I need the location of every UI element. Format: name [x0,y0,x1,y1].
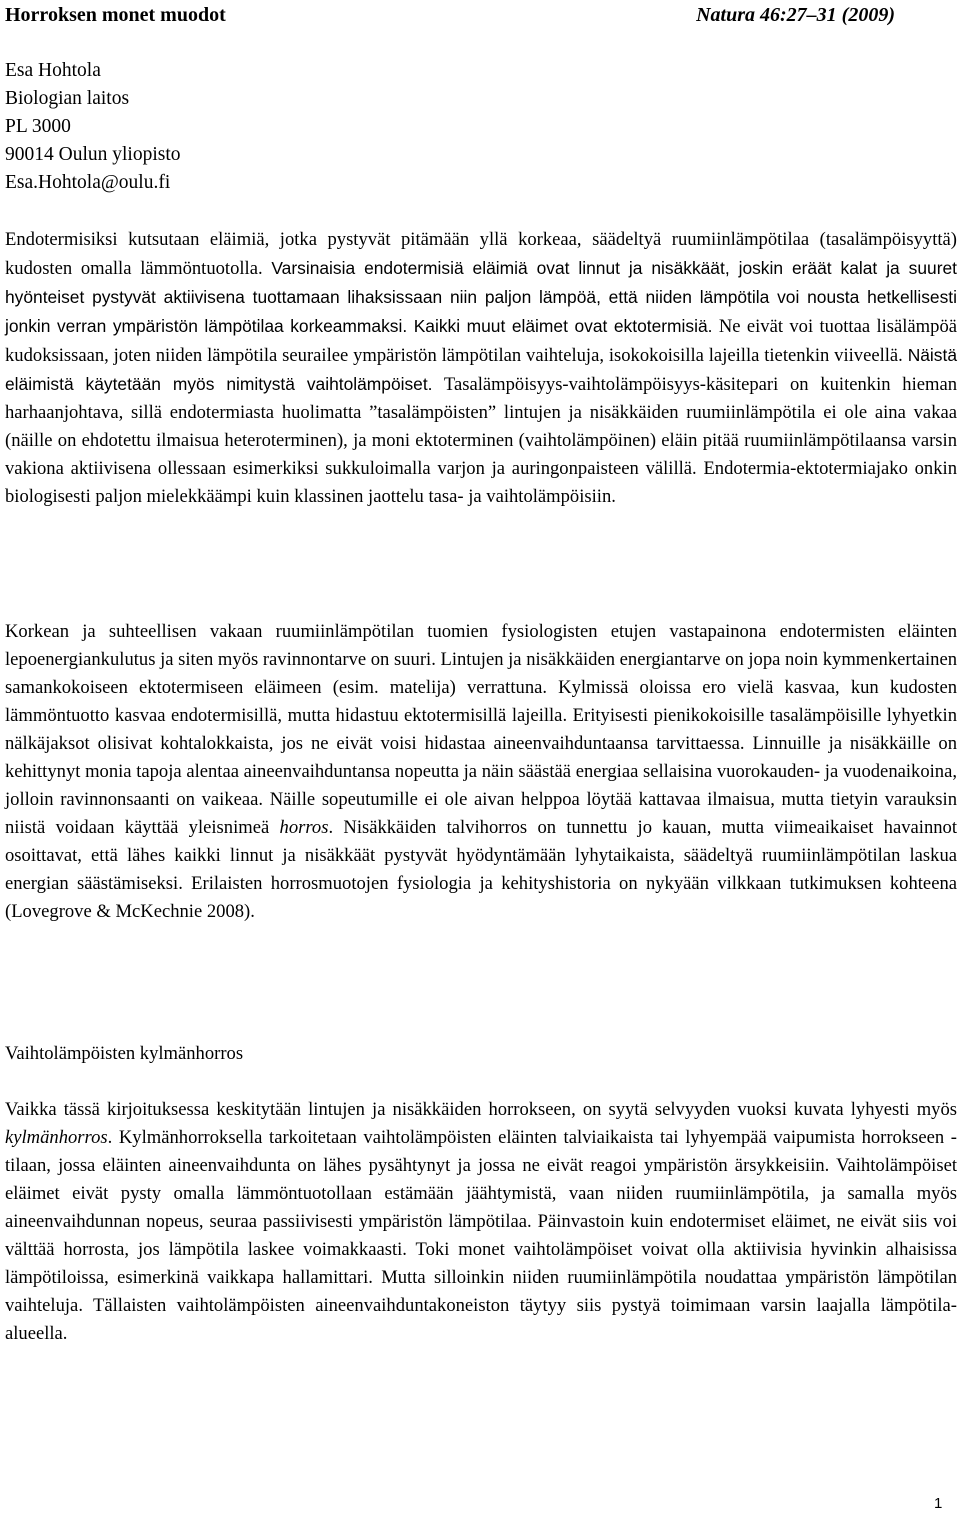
author-department: Biologian laitos [5,88,130,109]
page-header [5,2,957,28]
author-email: Esa.Hohtola@oulu.fi [5,172,171,193]
paragraph-intro-part-a: Endotermisiksi kutsutaan eläimiä, jotka pystyvät pitämään yllä korkeaa, säädeltyä ruumiinlämpötilaa (tasalämpöisyyttä) kudosten omalla lämmöntuotolla. [5,229,957,279]
paragraph-cold-torpor-part-b: . Kylmänhorroksella tarkoitetaan vaihtolämpöisten eläinten talviaikaista tai lyhyempää vaipumista horrokseen - tilaan, jossa eläinten aineenvaihdunta on lähes pysähtynyt ja jossa ne eivät reagoi ympäristön ärsykkeisiin. Vaihtolämpöiset eläimet eivät pysty omalla lämmöntuotollaan estämään jäähtymistä, vaan niiden ruumiinlämpötila, ja samalla myös aineenvaihdunnan nopeus, seuraa passiivisesti ympäristön lämpötilaa. Päinvastoin kuin endotermiset eläimet, ne eivät siis voi välttää horrosta, jos lämpötila laskee voimakkaasti. Toki monet vaihtolämpöiset voivat olla aktiivisia hyvinkin alhaisissa lämpötiloissa, esimerkinä vaikkapa hallamittari. Mutta silloinkin niiden ruumiinlämpötila noudattaa ympäristön lämpötilan vaihteluja. Tällaisten vaihtolämpöisten aineenvaihduntakoneiston täytyy siis pystyä toimimaan varsin laajalla lämpötila-alueella. [5,1127,957,1344]
journal-citation: Natura 46:27–31 (2009) [696,4,895,26]
author-po-box: PL 3000 [5,116,71,137]
paragraph-cold-torpor-part-a: Vaikka tässä kirjoituksessa keskitytään lintujen ja nisäkkäiden horrokseen, on syytä selvyyden vuoksi kuvata lyhyesti myös [5,1099,957,1120]
author-city: 90014 Oulun yliopisto [5,144,181,165]
author-name: Esa Hohtola [5,60,101,81]
page-number: 1 [934,1495,943,1512]
paragraph-energy-part-b: . Nisäkkäiden talvihorros on tunnettu jo kauan, mutta viimeaikaiset havainnot osoittavat, että lähes kaikki linnut ja nisäkkäät pystyvät hyödyntämään lyhytaikaista, säädeltyä ruumiinlämpötilan laskua energian säästämiseksi. Erilaisten horrosmuotojen fysiologia ja kehityshistoria on nykyään vilkkaan tutkimuksen kohteena (Lovegrove & McKechnie 2008). [5,817,957,922]
paragraph-intro-part-b: Varsinaisia endotermisiä eläimiä ovat linnut ja nisäkkäät, joskin eräät kalat ja suuret hyönteiset pystyvät aktiivisena tuottamaan lihaksissaan niin paljon lämpöä, että niiden lämpötila voi nousta hetkellisesti jonkin verran ympäristön lämpötilaa korkeammaksi. Kaikki muut eläimet ovat ektotermisiä. [5,258,957,336]
article-title: Horroksen monet muodot [5,4,226,26]
paragraph-intro [5,226,957,511]
term-horros: horros [279,817,329,838]
section-heading: Vaihtolämpöisten kylmänhorros [5,1043,244,1064]
author-block [5,57,181,197]
paragraph-intro-part-e: Tasalämpöisyys-vaihtolämpöisyys-käsitepari on kuitenkin hieman harhaanjohtava, sillä endotermiasta huolimatta ”tasalämpöisten” lintujen ja nisäkkäiden ruumiinlämpötila ei ole aina vakaa (näille on ehdotettu ilmaisua heteroterminen), ja moni ektoterminen (vaihtolämpöinen) eläin pitää ruumiinlämpötilaansa varsin vakiona aktiivisena ollessaan esimerkiksi sukkuloimalla varjon ja auringonpaisteen välillä. Endotermia-ektotermiajako onkin biologisesti paljon mielekkäämpi kuin klassinen jaottelu tasa- ja vaihtolämpöisiin. [5,374,958,507]
paragraph-intro-part-d: Näistä eläimistä käytetään myös nimitystä vaihtolämpöiset. [5,345,957,394]
paragraph-intro-part-c: Ne eivät voi tuottaa lisälämpöä kudoksissaan, joten niiden lämpötila seurailee ympäristön lämpötilan vaihteluja, isokokoisilla lajeilla tietenkin viiveellä. [5,316,957,366]
paragraph-energy [5,618,957,926]
paragraph-energy-part-a: Korkean ja suhteellisen vakaan ruumiinlämpötilan tuomien fysiologisten etujen vastapainona endotermisten eläinten lepoenergiankulutus ja siten myös ravinnontarve on suuri. Lintujen ja nisäkkäiden energiantarve on jopa noin kymmenkertainen samankokoiseen ektotermiseen eläimeen (esim. matelija) verrattuna. Kylmissä oloissa ero vielä kasvaa, kun kudosten lämmöntuotto kasvaa endotermisillä, mutta hidastuu ektotermisillä lajeilla. Erityisesti pienikokoisille tasalämpöisille lyhyetkin nälkäjaksot olisivat kohtalokkaista, jos ne eivät voisi hidastaa aineenvaihduntaansa tarvittaessa. Linnuille ja nisäkkäille on kehittynyt monia tapoja alentaa aineenvaihduntansa nopeutta ja näin säästää energiaa sellaisina vuorokauden- ja vuodenaikoina, jolloin ravinnonsaanti on vaikeaa. Näille sopeutumille ei ole aivan helppoa löytää kattavaa ilmaisua, mutta tietyin varauksin niistä voidaan käyttää yleisnimeä [5,621,957,838]
paragraph-cold-torpor [5,1096,957,1348]
term-kylmanhorros: kylmänhorros [5,1127,108,1148]
